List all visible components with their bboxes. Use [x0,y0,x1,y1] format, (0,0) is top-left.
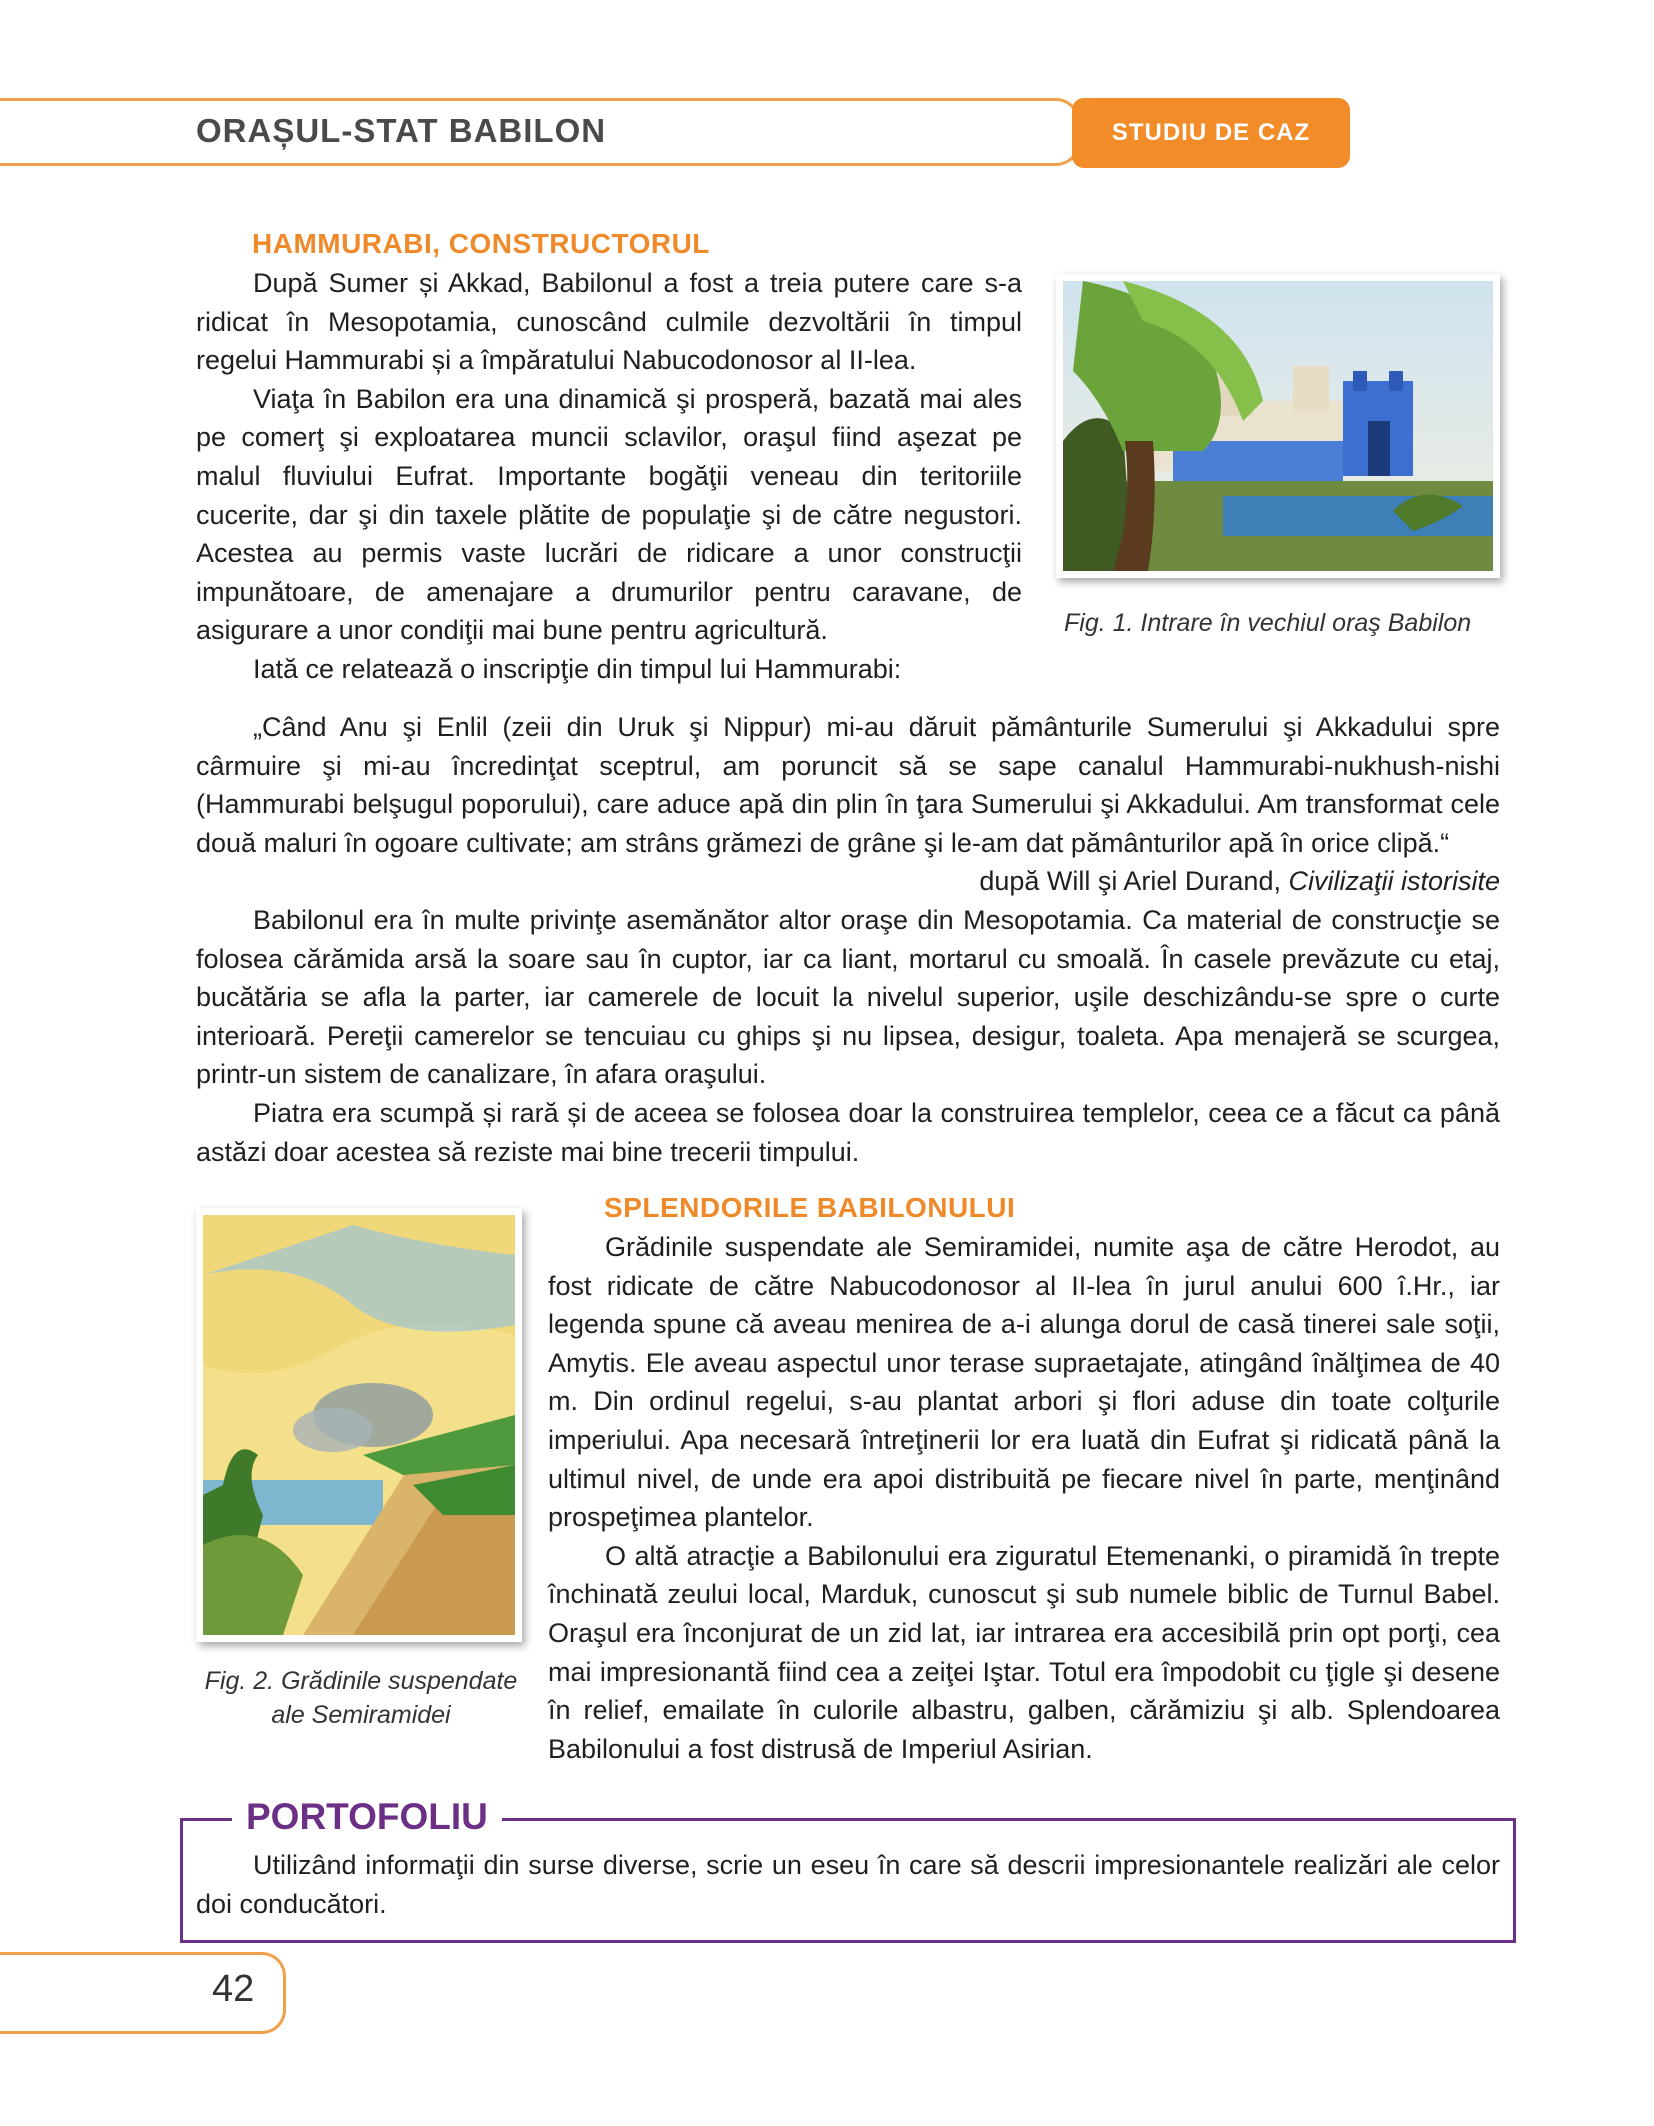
portfolio-title: PORTOFOLIU [232,1796,502,1838]
portfolio-task: Utilizând informaţii din surse diverse, scrie un eseu în care să descrii impresionantele realizări ale celor doi conducători. [196,1850,1500,1919]
paragraph: Viaţa în Babilon era una dinamică şi prosperă, bazată mai ales pe comerţ şi exploatarea muncii sclavilor, oraşul fiind aşezat pe malul fluviului Eufrat. Importante bogăţii veneau din teritoriile cucerite, dar şi din taxele plătite de populaţie şi de către negustori. Acestea au permis vaste lucrări de ridicare a unor construcţii impunătoare, de amenajare a drumurilor pentru caravane, de asigurare a unor condiţii mai bune pentru agricultură. [196,383,1022,646]
chapter-title: ORAȘUL-STAT BABILON [196,112,607,149]
hammurabi-quote: „Când Anu şi Enlil (zeii din Uruk şi Nippur) mi-au dăruit pământurile Sumerului şi Akkadului spre cârmuire şi mi-au încredinţat sceptrul, am poruncit să se sape canalul Hammurabi-nukhush-nishi (Hammurabi belşugul poporului), care aduce apă din plin în ţara Sumerului şi Akkadului. Am transformat cele două maluri în ogoare cultivate; am strâns grămezi de grâne şi le-am dat pământurilor apă în orice clipă.“ [196,712,1500,858]
figure-2-caption-line2: ale Semiramidei [271,1701,451,1729]
source-title: Civilizaţii istorisite [1288,866,1500,897]
figure-1-caption: Fig. 1. Intrare în vechiul oraş Babilon [1064,609,1472,637]
figure-1-image [1056,274,1500,578]
hanging-gardens-illustration [203,1215,515,1635]
paragraph: O altă atracţie a Babilonului era ziguratul Etemenanki, o piramidă în trepte închinată zeului local, Marduk, cunoscut şi sub numele biblic de Turnul Babel. Oraşul era înconjurat de un zid lat, iar intrarea era accesibilă prin opt porţi, cea mai impresionantă fiind cea a zeiţei Iştar. Totul era împodobit cu ţigle şi desene în relief, emailate în culorile albastru, galben, cărămiziu şi alb. Splendoarea Babilonului a fost distrusă de Imperiul Asirian. [548,1540,1500,1764]
figure-2-image [196,1208,522,1642]
case-study-badge: STUDIU DE CAZ [1072,98,1350,168]
paragraph: Grădinile suspendate ale Semiramidei, numite aşa de către Herodot, au fost ridicate de către Nabucodonosor al II-lea în jurul anului 600 î.Hr., iar legenda spune că aveau menirea de a-i alunga dorul de casă tinerei sale soţii, Amytis. Ele aveau aspectul unor terase supraetajate, atingând înălţimea de 40 m. Din ordinul regelui, s-au plantat arbori şi flori aduse din toate colţurile imperiului. Apa necesară întreţinerii lor era luată din Eufrat şi ridicată până la ultimul nivel, de unde era apoi distribuită pe fiecare nivel în parte, menţinând prospeţimea plantelor. [548,1232,1500,1533]
quote-source [196,862,1500,901]
paragraph: Piatra era scumpă și rară și de aceea se folosea doar la construirea templelor, ceea ce a făcut ca până astăzi doar acestea să reziste mai bine trecerii timpului. [196,1097,1500,1167]
babylon-gate-illustration [1063,281,1493,571]
paragraph: Iată ce relatează o inscripţie din timpul lui Hammurabi: [253,653,902,684]
section-heading-hammurabi: HAMMURABI, CONSTRUCTORUL [252,228,710,259]
figure-2-caption-line1: Fig. 2. Grădinile suspendate [204,1667,518,1695]
portfolio-text-block [196,1846,1500,1923]
paragraph: Babilonul era în multe privinţe asemănător altor oraşe din Mesopotamia. Ca material de construcţie se folosea cărămida arsă la soare sau în cuptor, iar ca liant, mortarul cu smoală. În casele prevăzute cu etaj, bucătăria se afla la parter, iar camerele de locuit la nivelul superior, uşile deschizându-se spre o curte interioară. Pereţii camerelor se tencuiau cu ghips şi nu lipsea, desigur, toaleta. Apa menajeră se scurgea, printr-un sistem de canalizare, în afara oraşului. [196,904,1500,1090]
splendors-column [548,1228,1500,1768]
intro-column [196,264,1022,689]
paragraph: După Sumer și Akkad, Babilonul a fost a treia putere care s-a ridicat în Mesopotamia, cunoscând culmile dezvoltării în timpul regelui Hammurabi și a împăratului Nabucodonosor al II-lea. [196,268,1022,376]
page-number: 42 [212,1968,255,2010]
full-width-column [196,708,1500,1171]
section-heading-splendors: SPLENDORILE BABILONULUI [604,1192,1016,1223]
figure-2-caption [196,1664,526,1732]
source-author: după Will şi Ariel Durand, [979,866,1289,897]
